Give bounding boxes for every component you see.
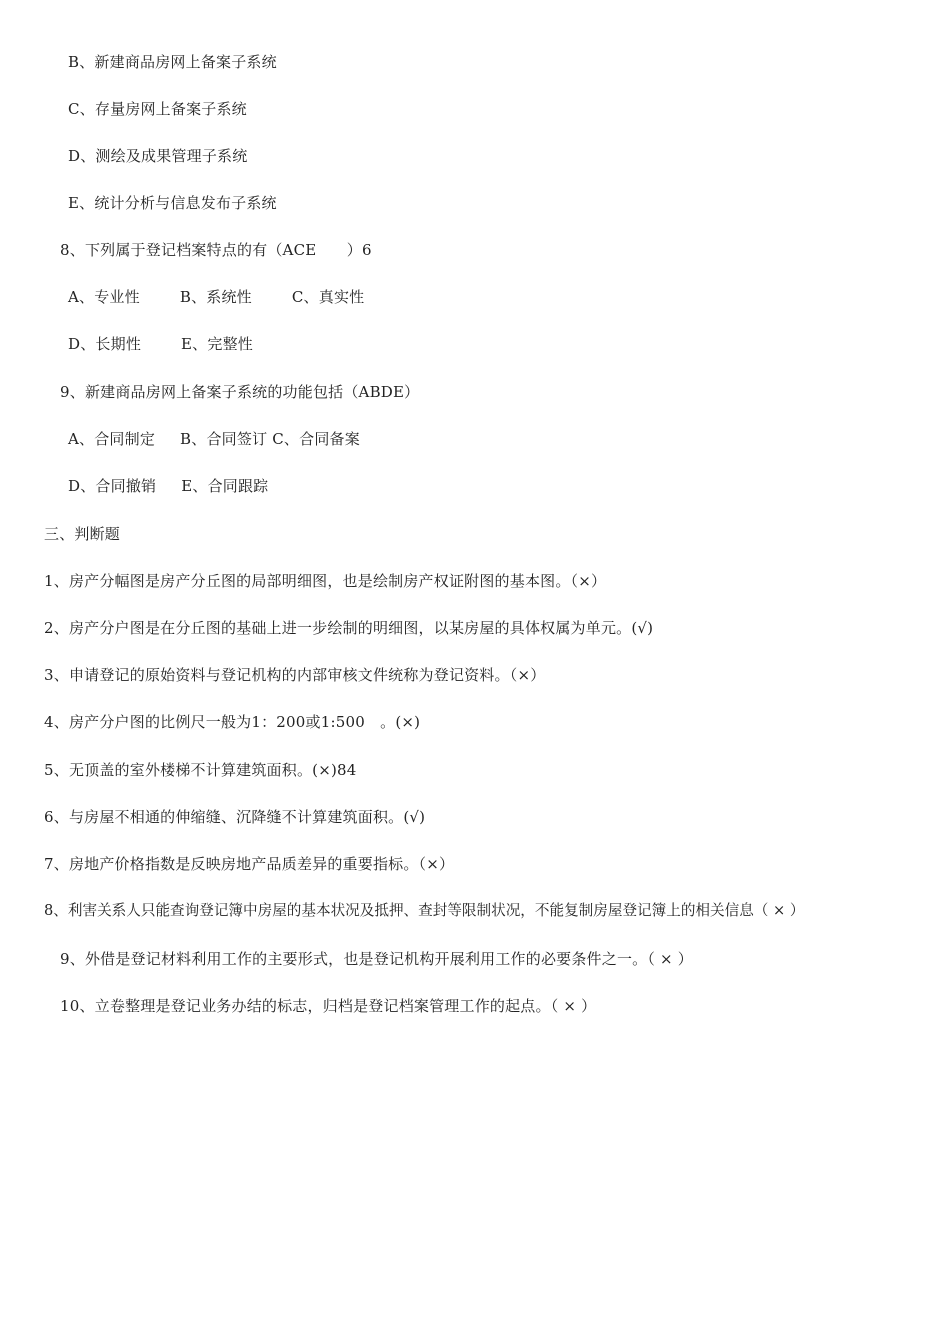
q9-options-row2 <box>68 476 268 496</box>
q8-option-e: E、完整性 <box>181 335 253 353</box>
q7-option-e: E、统计分析与信息发布子系统 <box>68 194 277 212</box>
judgment-item-5: 5、无顶盖的室外楼梯不计算建筑面积。(×)84 <box>44 761 357 779</box>
judgment-item-3: 3、申请登记的原始资料与登记机构的内部审核文件统称为登记资料。（×） <box>44 666 546 684</box>
q8-option-c: C、真实性 <box>291 288 365 306</box>
q9-stem: 9、新建商品房网上备案子系统的功能包括（ABDE） <box>60 383 420 401</box>
section-heading-judgment: 三、判断题 <box>44 525 121 543</box>
judgment-item-4: 4、房产分户图的比例尺一般为1：200或1:500 。(×) <box>44 713 421 731</box>
q7-option-d: D、测绘及成果管理子系统 <box>68 147 248 165</box>
judgment-item-10: 10、立卷整理是登记业务办结的标志，归档是登记档案管理工作的起点。（ × ） <box>60 997 597 1015</box>
q9-option-d: D、合同撤销 <box>68 477 157 495</box>
q7-option-c: C、存量房网上备案子系统 <box>68 100 247 118</box>
q8-stem: 8、下列属于登记档案特点的有（ACE ）6 <box>60 241 372 259</box>
judgment-item-9: 9、外借是登记材料利用工作的主要形式，也是登记机构开展利用工作的必要条件之一。（ × ） <box>60 950 693 968</box>
judgment-item-1: 1、房产分幅图是房产分丘图的局部明细图，也是绘制房产权证附图的基本图。（×） <box>44 572 607 590</box>
q7-option-b: B、新建商品房网上备案子系统 <box>68 53 277 71</box>
q8-option-d: D、长期性 <box>68 335 142 353</box>
judgment-item-7: 7、房地产价格指数是反映房地产品质差异的重要指标。（×） <box>44 855 455 873</box>
q8-option-b: B、系统性 <box>179 288 252 306</box>
judgment-item-2: 2、房产分户图是在分丘图的基础上进一步绘制的明细图，以某房屋的具体权属为单元。(√) <box>44 619 654 637</box>
q9-option-a: A、合同制定 <box>68 430 156 448</box>
q9-options-row1 <box>68 429 360 449</box>
q9-option-e: E、合同跟踪 <box>181 477 269 495</box>
judgment-item-6: 6、与房屋不相通的伸缩缝、沉降缝不计算建筑面积。(√) <box>44 808 426 826</box>
q9-option-bc: B、合同签订 C、合同备案 <box>180 430 360 448</box>
q8-options-row1 <box>68 287 364 307</box>
q8-option-a: A、专业性 <box>68 288 140 306</box>
judgment-item-8: 8、利害关系人只能查询登记簿中房屋的基本状况及抵押、查封等限制状况，不能复制房屋登记簿上的相关信息（ × ） <box>44 902 805 919</box>
q8-options-row2 <box>68 334 253 354</box>
